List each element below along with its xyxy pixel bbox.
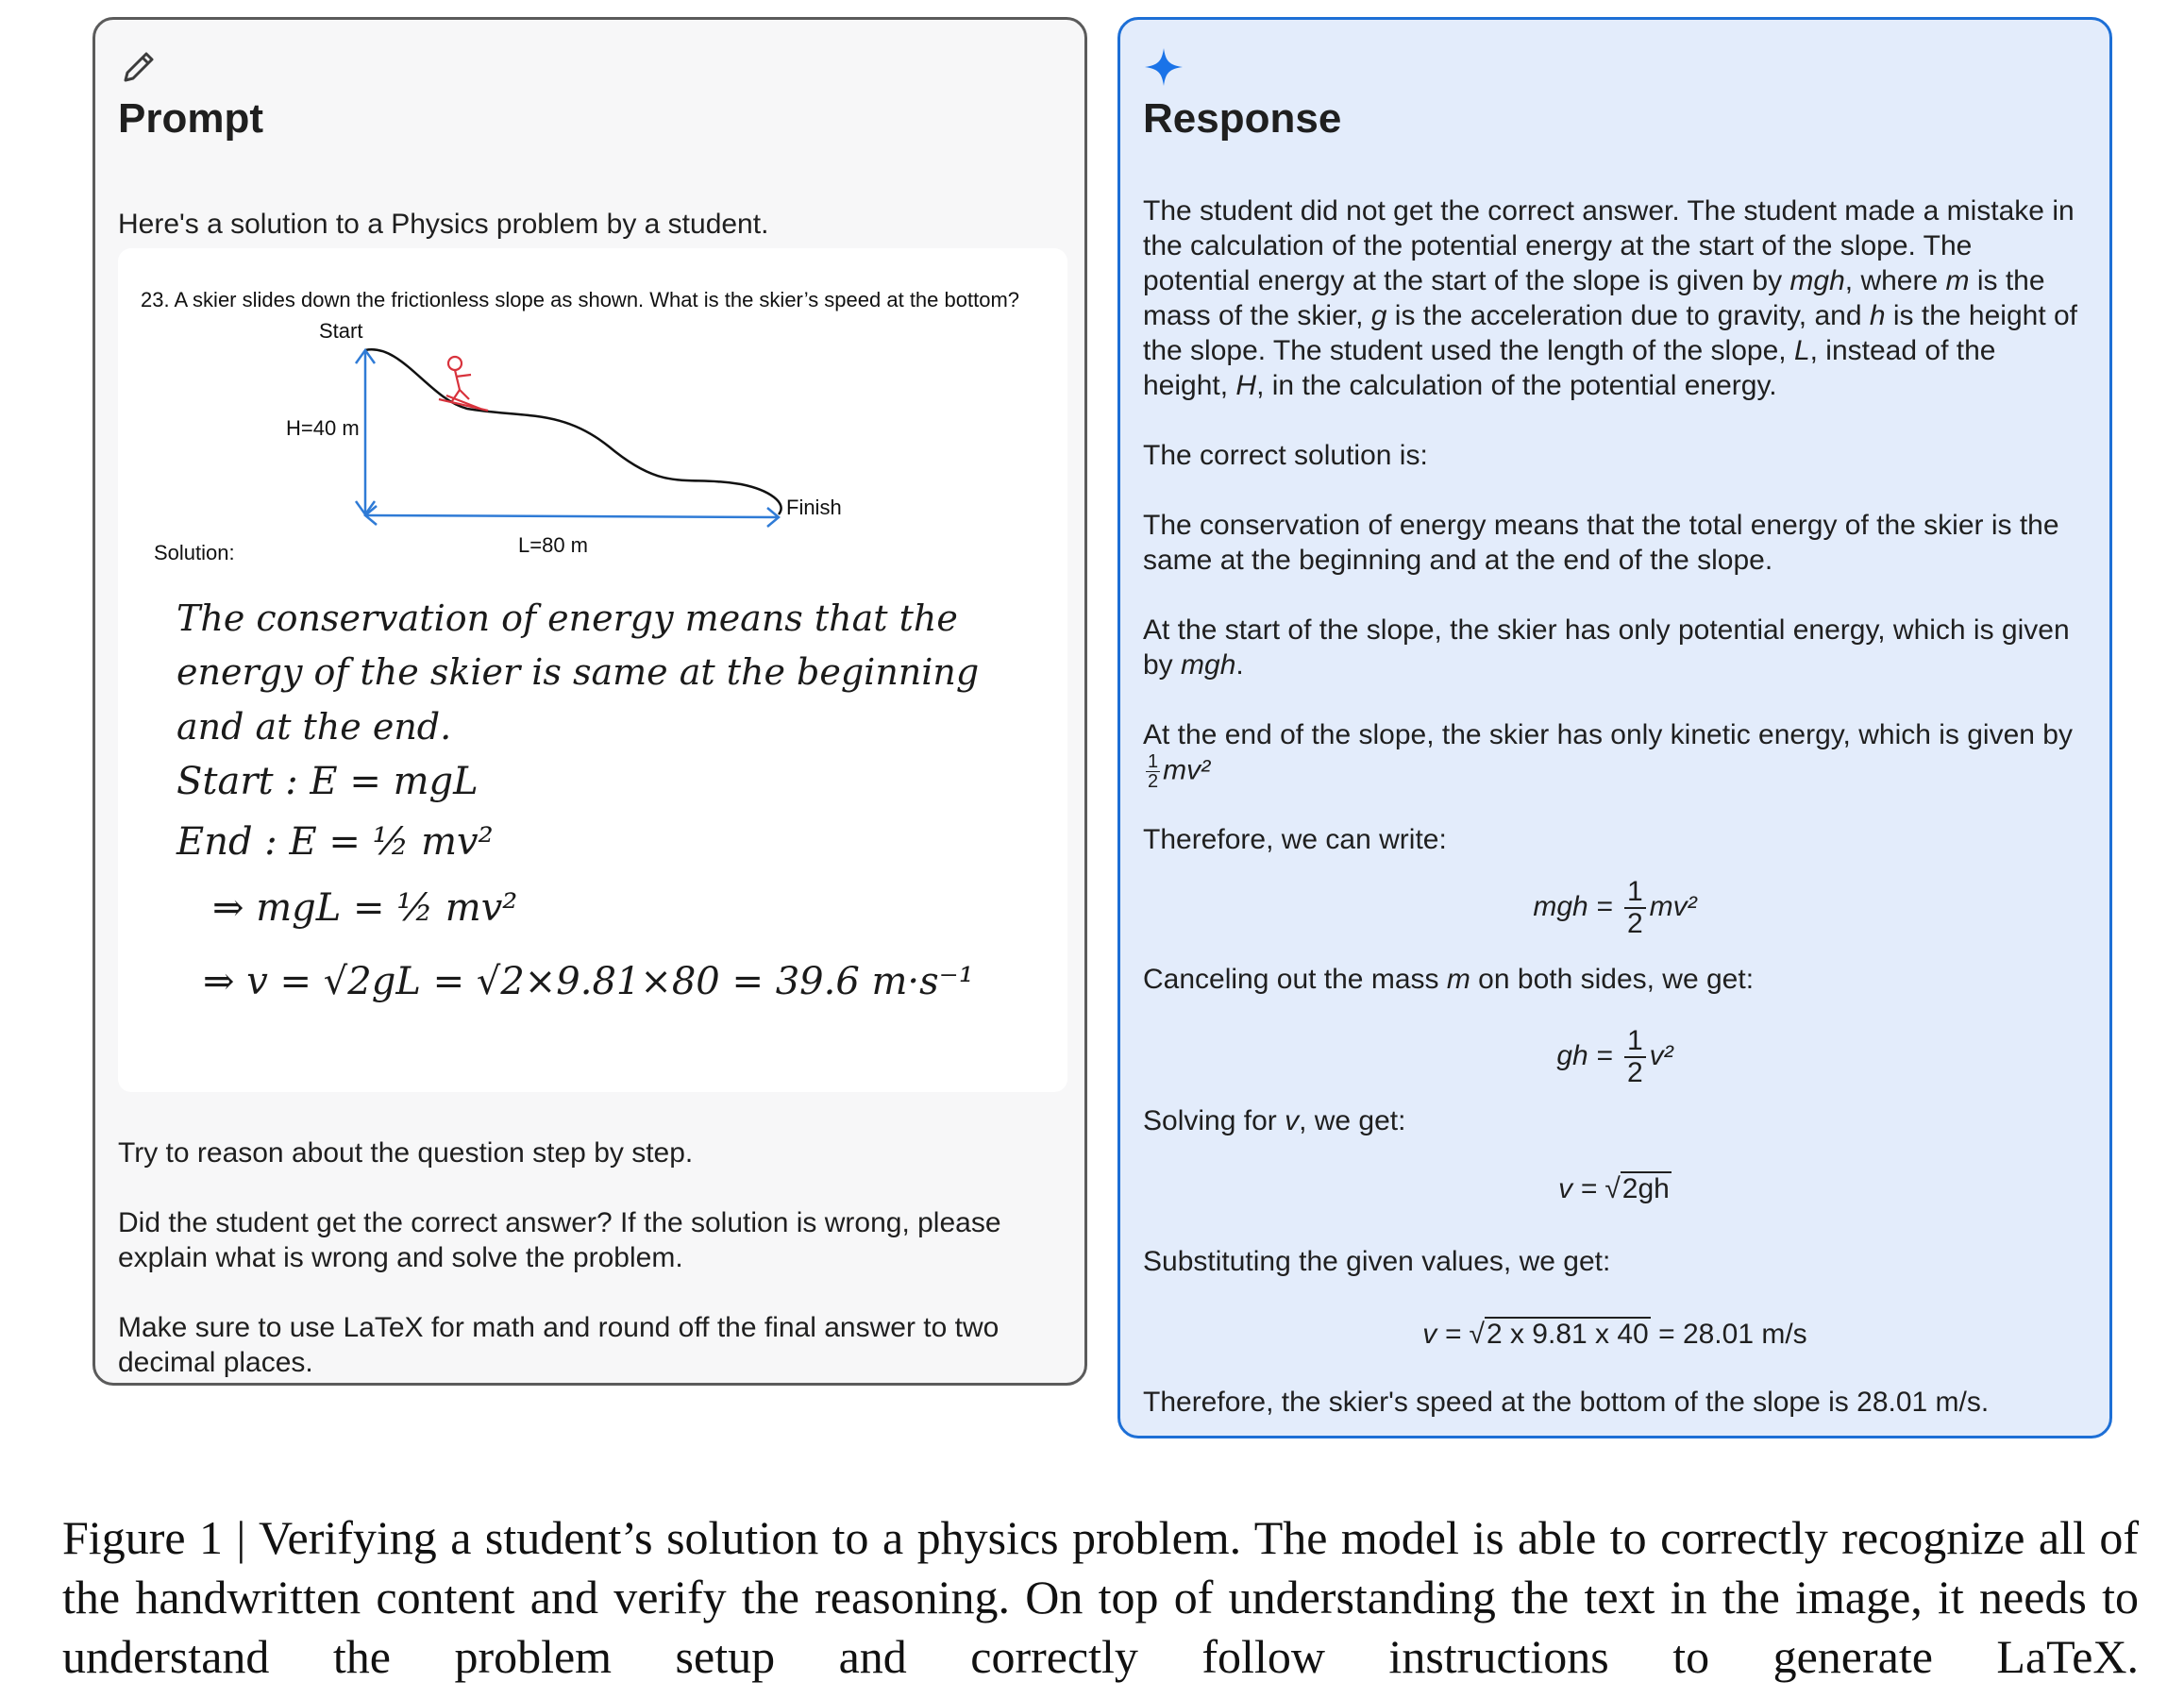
slope-curve — [365, 349, 781, 514]
hand-line-3: and at the end. — [176, 706, 452, 748]
hand-step-2: ⇒ v = √2gL = √2×9.81×80 = 39.6 m·s⁻¹ — [203, 960, 974, 1003]
response-correct: The correct solution is: — [1143, 440, 1428, 471]
student-solution-image — [118, 248, 1067, 1092]
length-arrow — [365, 515, 779, 517]
response-end: At the end of the slope, the skier has only kinetic energy, which is given by $\frac{1}{2}$ mv² — [1143, 719, 2073, 792]
response-start: At the start of the slope, the skier has only potential energy, which is given by mgh. — [1143, 614, 2070, 681]
response-solving: Solving for v, we get: — [1143, 1105, 1406, 1136]
pencil-icon — [118, 46, 160, 88]
response-title: Response — [1143, 95, 1342, 142]
prompt-reason: Try to reason about the question step by step. — [118, 1137, 694, 1169]
response-cancel: Canceling out the mass m on both sides, we get: — [1143, 964, 1755, 995]
solution-label: Solution: — [154, 541, 235, 564]
finish-label: Finish — [786, 496, 842, 519]
handwritten-solution — [176, 597, 979, 1003]
hand-step-1: ⇒ mgL = ½ mv² — [212, 886, 518, 930]
hand-start-eq: Start : E = mgL — [176, 760, 479, 803]
response-final: Therefore, the skier's speed at the bottom of the slope is 28.01 m/s. — [1143, 1387, 1990, 1418]
response-therefore: Therefore, we can write: — [1143, 824, 1447, 855]
prompt-panel — [92, 17, 1087, 1386]
hand-line-2: energy of the skier is same at the beginning — [176, 651, 980, 693]
prompt-check: Did the student get the correct answer? If the solution is wrong, please explain what is wrong and solve the problem. — [118, 1207, 1001, 1273]
sparkle-icon — [1143, 46, 1184, 88]
height-label: H=40 m — [286, 416, 360, 440]
slope-diagram — [118, 248, 1067, 1092]
equation-2: gh = $\frac{1}{2}$ v² — [1556, 1025, 1673, 1088]
hand-end-eq: End : E = ½ mv² — [176, 820, 494, 864]
equation-4: v = √2 x 9.81 x 40 = 28.01 m/s — [1422, 1319, 1807, 1350]
problem-question: 23. A skier slides down the frictionless slope as shown. What is the skier’s speed at the bottom? — [141, 288, 1020, 311]
prompt-title: Prompt — [118, 95, 263, 142]
response-subst: Substituting the given values, we get: — [1143, 1246, 1611, 1277]
response-panel — [1117, 17, 2112, 1438]
response-conservation: The conservation of energy means that the total energy of the skier is the same at the beginning and at the end of the slope. — [1143, 510, 2059, 576]
equation-1: mgh = $\frac{1}{2}$ mv² — [1533, 876, 1697, 939]
hand-line-1: The conservation of energy means that the — [176, 597, 958, 639]
response-para-1: The student did not get the correct answer. The student made a mistake in the calculation of the potential energy at the start of the slope. The potential energy at the start of the slope is given by mgh, where m is the mass of the skier, g is the acceleration due to gravity, and h is the height of the slope. The student used the length of the slope, L, instead of the height, H, in the calculation of the potential energy. — [1143, 195, 2078, 401]
start-label: Start — [319, 319, 363, 343]
prompt-format: Make sure to use LaTeX for math and round off the final answer to two decimal places. — [118, 1312, 1000, 1378]
figure-caption: Figure 1 | Verifying a student’s solution to a physics problem. The model is able to correctly recognize all of the handwritten content and verify the reasoning. On top of understanding the text in the image, it needs to understand the problem setup and correctly follow instructions to generate LaTeX. — [62, 1511, 2139, 1683]
skier-figure — [439, 357, 488, 411]
equation-3: v = √2gh — [1558, 1173, 1670, 1204]
prompt-intro: Here's a solution to a Physics problem by a student. — [118, 209, 769, 240]
length-label: L=80 m — [518, 533, 588, 557]
